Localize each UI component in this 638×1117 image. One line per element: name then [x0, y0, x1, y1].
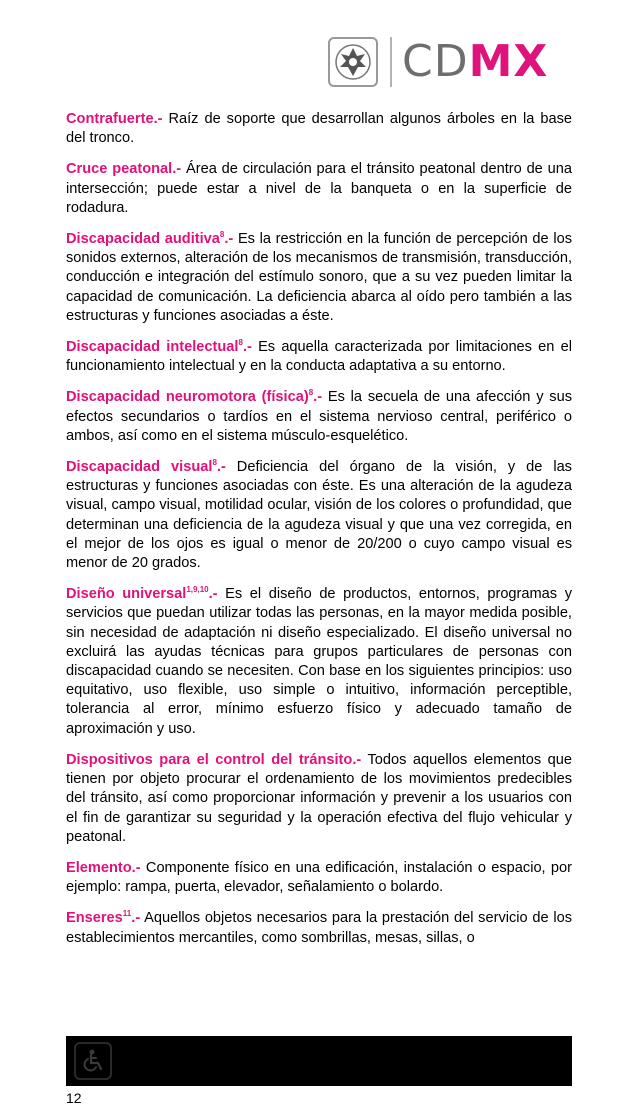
term-text: Enseres [66, 910, 123, 927]
term-text: Elemento.- [66, 859, 141, 876]
glossary-content [66, 110, 572, 960]
term-reference: 8 [219, 230, 225, 240]
glossary-definition: Es aquella caracterizada por limitaciones en el funcionamiento intelectual y en la conducta adaptativa a su entorno. [66, 339, 572, 375]
term-text: Discapacidad intelectual [66, 339, 239, 356]
term-text: Diseño universal [66, 586, 187, 603]
term-suffix: .- [242, 339, 252, 356]
page-number: 12 [66, 1090, 82, 1106]
glossary-definition: Deficiencia del órgano de la visión, y de las estructuras y funciones asociadas con éste. Es una alteración de la agudeza visual, campo visual, motilidad ocular, visión de los colores o profundidad, que determinan una deficiencia de la agudeza visual y que una vez corregida, en el mejor de los ojos es igual o menor de 20/200 o cuyo campo visual es menor de 20 grados. [66, 459, 572, 572]
glossary-entry [66, 859, 572, 897]
term-text: Cruce peatonal.- [66, 161, 182, 178]
glossary-term [66, 231, 233, 247]
footer-bar [66, 1036, 572, 1086]
term-text: Dispositivos para el control del tránsito.- [66, 751, 362, 768]
glossary-term [66, 111, 162, 127]
term-suffix: .- [131, 910, 141, 927]
glossary-entry [66, 338, 572, 376]
term-text: Discapacidad neuromotora (física) [66, 389, 309, 406]
term-text: Discapacidad auditiva [66, 231, 220, 248]
term-suffix: .- [208, 586, 218, 603]
cdmx-logo [328, 32, 568, 92]
glossary-definition: Es la restricción en la función de percepción de los sonidos externos, alteración de los mecanismos de transmisión, transducción, conducción e integración del estímulo sonoro, que a su vez pueden limitar la capacidad de comunicación. La deficiencia abarca al oído pero también a las estructuras y funciones asociadas a éste. [66, 231, 572, 324]
coat-of-arms-icon [328, 37, 378, 87]
glossary-term [66, 339, 252, 355]
glossary-term [66, 161, 181, 177]
glossary-entry [66, 458, 572, 573]
glossary-definition: Es el diseño de productos, entornos, programas y servicios que puedan utilizar todas las personas, en la mayor medida posible, sin necesidad de adaptación ni diseño especializado. El diseño universal no excluirá las ayudas técnicas para grupos particulares de personas con discapacidad cuando se necesiten. Con base en los siguientes principios: uso equitativo, uso flexible, uso simple o intuitivo, información perceptible, tolerancia al error, mínimo esfuerzo físico y adecuado tamaño de aproximación y uso. [66, 586, 572, 737]
glossary-term [66, 752, 361, 768]
glossary-definition: Aquellos objetos necesarios para la prestación del servicio de los establecimientos mercantiles, como sombrillas, mesas, sillas, o [66, 910, 572, 946]
glossary-term [66, 910, 140, 926]
glossary-term [66, 860, 141, 876]
term-suffix: .- [224, 231, 234, 248]
glossary-definition: Todos aquellos elementos que tienen por objeto procurar el ordenamiento de los movimientos predecibles del tránsito, así como proporcionar información y prevenir a los usuarios con el fin de garantizar su seguridad y la operación efectiva del flujo vehicular y peatonal. [66, 751, 572, 845]
logo-mx: MX [468, 36, 549, 87]
glossary-entry [66, 909, 572, 947]
glossary-term [66, 586, 218, 602]
term-reference: 11 [122, 909, 132, 919]
term-suffix: .- [216, 459, 226, 476]
logo-wordmark [402, 36, 549, 87]
term-reference: 8 [308, 388, 314, 398]
glossary-entry [66, 230, 572, 326]
glossary-entry [66, 751, 572, 847]
term-reference: 1,9,10 [186, 585, 209, 595]
glossary-term [66, 389, 322, 405]
glossary-term [66, 459, 226, 475]
term-reference: 8 [212, 458, 217, 468]
wheelchair-accessibility-icon [74, 1042, 112, 1080]
term-suffix: .- [313, 389, 323, 406]
glossary-entry [66, 110, 572, 148]
glossary-entry [66, 388, 572, 446]
glossary-definition: Componente físico en una edificación, instalación o espacio, por ejemplo: rampa, puerta, elevador, señalamiento o bolardo. [66, 859, 572, 896]
glossary-definition: Es la secuela de una afección y sus efectos secundarios o tardíos en el sistema nervioso central, periférico o ambos, así como en el sistema músculo-esquelético. [66, 389, 572, 444]
glossary-definition: Raíz de soporte que desarrollan algunos árboles en la base del tronco. [66, 111, 572, 147]
logo-cd: CD [402, 36, 469, 87]
term-text: Discapacidad visual [66, 459, 213, 476]
term-text: Contrafuerte.- [66, 111, 163, 127]
term-reference: 8 [238, 338, 243, 348]
glossary-definition: Área de circulación para el tránsito peatonal dentro de una intersección; puede estar a nivel de la banqueta o en la superficie de rodadura. [66, 161, 572, 216]
glossary-entry [66, 160, 572, 218]
glossary-entry [66, 585, 572, 739]
logo-divider [390, 37, 392, 87]
